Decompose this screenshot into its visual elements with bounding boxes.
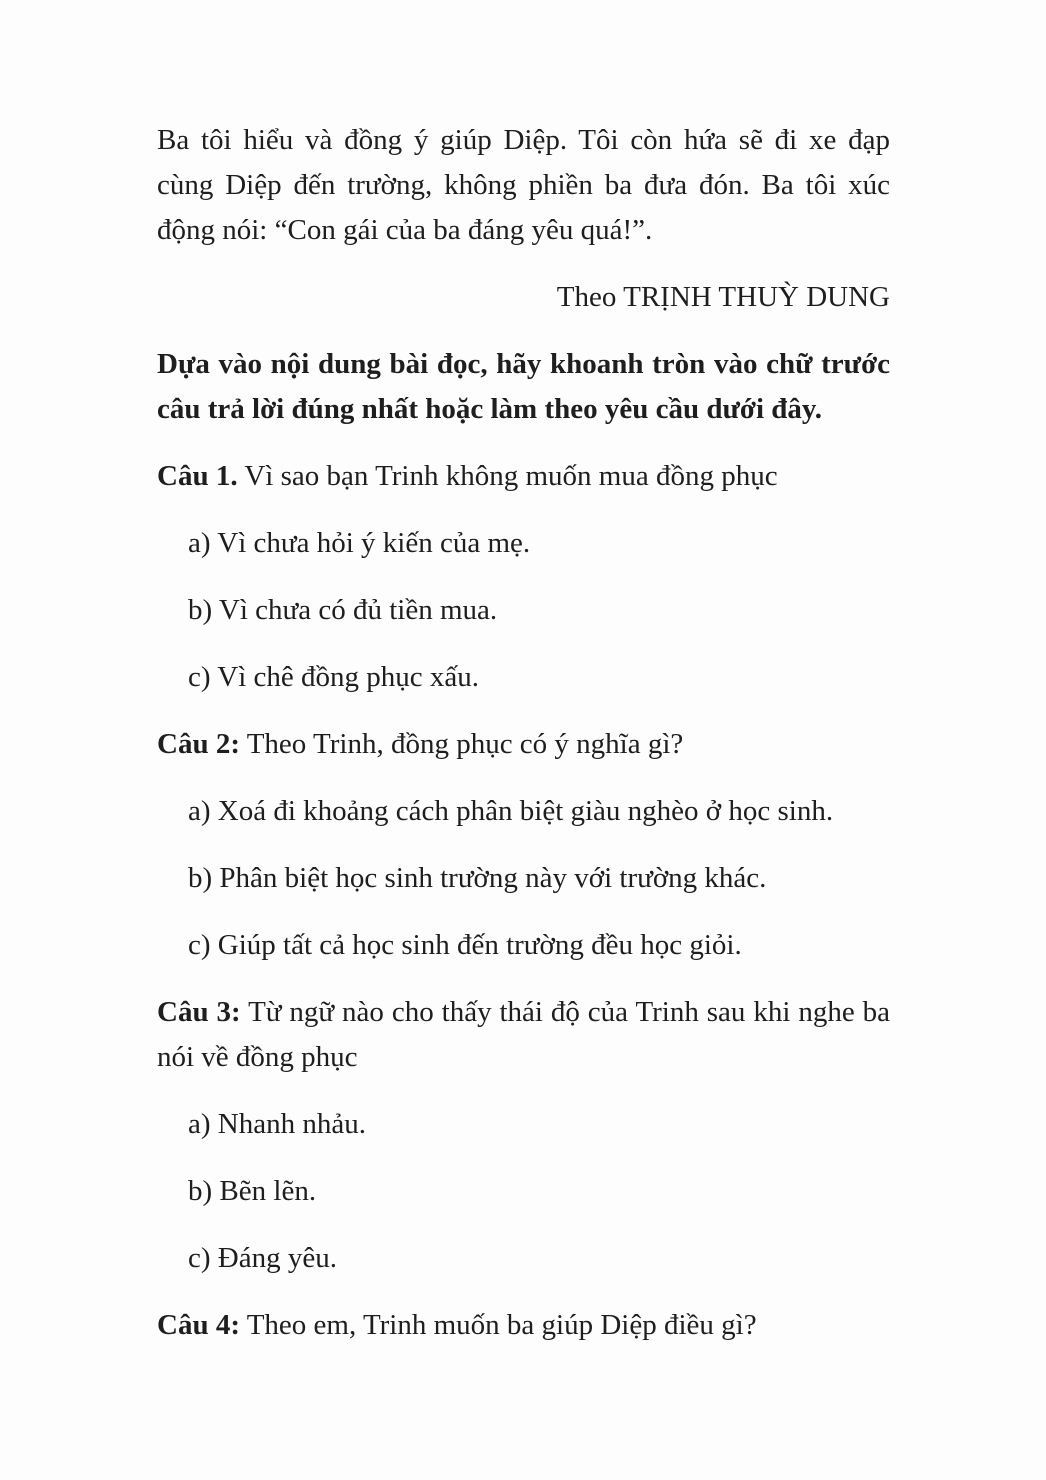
question-1	[157, 454, 890, 700]
option-text: Vì chưa hỏi ý kiến của mẹ.	[217, 527, 531, 559]
question-2-text	[157, 722, 890, 767]
question-3	[157, 990, 890, 1281]
option-text: Xoá đi khoảng cách phân biệt giàu nghèo ở học sinh.	[217, 795, 834, 827]
option-text: Phân biệt học sinh trường này với trường khác.	[219, 862, 767, 894]
option-text: Vì chê đồng phục xấu.	[217, 661, 480, 693]
option-letter: b)	[188, 594, 213, 626]
option-text: Giúp tất cả học sinh đến trường đều học giỏi.	[217, 929, 742, 961]
question-1-text	[157, 454, 890, 499]
question-1-option-a	[157, 521, 890, 566]
option-letter: b)	[188, 862, 213, 894]
question-3-option-b	[157, 1169, 890, 1214]
option-text: Bẽn lẽn.	[219, 1175, 317, 1207]
question-2-option-a	[157, 789, 890, 834]
question-1-label: Câu 1.	[157, 460, 238, 492]
question-2-option-b	[157, 856, 890, 901]
option-letter: b)	[188, 1175, 213, 1207]
exercise-instruction: Dựa vào nội dung bài đọc, hãy khoanh tròn vào chữ trước câu trả lời đúng nhất hoặc làm theo yêu cầu dưới đây.	[157, 348, 890, 425]
question-2-body: Theo Trinh, đồng phục có ý nghĩa gì?	[246, 728, 684, 760]
question-1-option-c	[157, 655, 890, 700]
option-letter: c)	[188, 929, 211, 961]
option-text: Nhanh nhảu.	[217, 1108, 366, 1140]
question-1-body: Vì sao bạn Trinh không muốn mua đồng phục	[244, 460, 778, 492]
question-2	[157, 722, 890, 968]
reading-passage-paragraph: Ba tôi hiểu và đồng ý giúp Diệp. Tôi còn hứa sẽ đi xe đạp cùng Diệp đến trường, không phiền ba đưa đón. Ba tôi xúc động nói: “Con gái của ba đáng yêu quá!”.	[157, 124, 890, 246]
question-4-body: Theo em, Trinh muốn ba giúp Diệp điều gì?	[246, 1309, 757, 1341]
option-letter: a)	[188, 795, 211, 827]
question-3-option-c	[157, 1236, 890, 1281]
question-3-option-a	[157, 1102, 890, 1147]
question-4	[157, 1303, 890, 1348]
option-text: Vì chưa có đủ tiền mua.	[218, 594, 498, 626]
option-letter: c)	[188, 661, 211, 693]
question-4-label: Câu 4:	[157, 1309, 240, 1341]
question-1-option-b	[157, 588, 890, 633]
author-byline: Theo TRỊNH THUỲ DUNG	[556, 281, 890, 313]
question-2-label: Câu 2:	[157, 728, 240, 760]
question-3-text	[157, 990, 890, 1080]
option-letter: a)	[188, 527, 211, 559]
option-letter: c)	[188, 1242, 211, 1274]
option-text: Đáng yêu.	[217, 1242, 337, 1274]
question-3-body: Từ ngữ nào cho thấy thái độ của Trinh sau khi nghe ba nói về đồng phục	[157, 996, 890, 1073]
option-letter: a)	[188, 1108, 211, 1140]
question-4-text	[157, 1303, 890, 1348]
question-3-label: Câu 3:	[157, 996, 241, 1028]
question-2-option-c	[157, 923, 890, 968]
